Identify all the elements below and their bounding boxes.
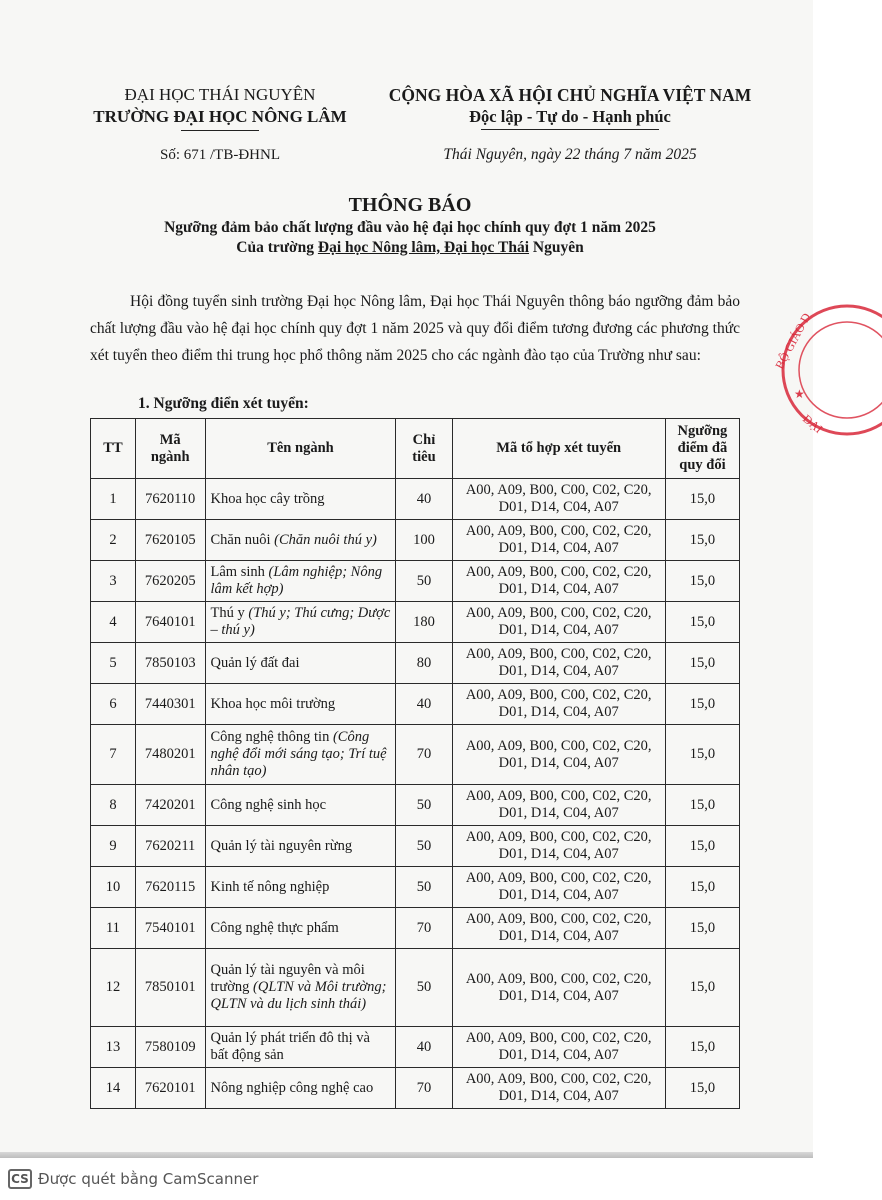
header-left-rule xyxy=(181,130,259,131)
major-specialization-text: (QLTN và Môi trường; QLTN và du lịch sinh thái) xyxy=(210,979,387,1012)
header-right-rule xyxy=(481,129,659,130)
header-right xyxy=(370,84,770,164)
subject-combination-cell: A00, A09, B00, C00, C02, C20, D01, D14, C04, A07 xyxy=(452,867,665,908)
table-header-row xyxy=(91,419,740,479)
header-major-code: Mã ngành xyxy=(135,419,205,479)
red-seal-stamp xyxy=(772,300,882,450)
threshold-cell: 15,0 xyxy=(665,867,739,908)
table-row xyxy=(91,684,740,725)
header-tt: TT xyxy=(91,419,136,479)
admission-threshold-table xyxy=(90,418,740,1109)
row-index: 4 xyxy=(91,602,136,643)
table-row xyxy=(91,826,740,867)
major-code-cell: 7640101 xyxy=(135,602,205,643)
major-name-text: Quản lý tài nguyên rừng xyxy=(210,837,353,854)
major-name-text: Khoa học cây trồng xyxy=(210,490,325,507)
row-index: 12 xyxy=(91,949,136,1027)
scanner-footer xyxy=(8,1166,258,1192)
quota-cell: 50 xyxy=(396,785,452,826)
quota-cell: 50 xyxy=(396,867,452,908)
major-specialization-text: (Công nghệ đổi mới sáng tạo; Trí tuệ nhân tạo) xyxy=(210,729,387,779)
major-code-cell: 7620110 xyxy=(135,479,205,520)
table-row xyxy=(91,602,740,643)
svg-text:BỘ GIÁO D: BỘ GIÁO D xyxy=(772,310,814,372)
major-name-text: Quản lý phát triển đô thị và bất động sản xyxy=(210,1030,370,1063)
threshold-cell: 15,0 xyxy=(665,479,739,520)
major-code-cell: 7480201 xyxy=(135,725,205,785)
table-row xyxy=(91,1027,740,1068)
subtitle-underlined: Đại học Nông lâm, Đại học Thái xyxy=(317,239,530,256)
table-row xyxy=(91,1068,740,1109)
subject-combination-cell: A00, A09, B00, C00, C02, C20, D01, D14, C04, A07 xyxy=(452,1027,665,1068)
table-row xyxy=(91,867,740,908)
quota-cell: 70 xyxy=(396,908,452,949)
major-name-text: Công nghệ sinh học xyxy=(210,796,327,813)
date-line: Thái Nguyên, ngày 22 tháng 7 năm 2025 xyxy=(443,146,697,163)
row-index: 3 xyxy=(91,561,136,602)
header-quota: Chỉ tiêu xyxy=(396,419,452,479)
row-index: 9 xyxy=(91,826,136,867)
table-row xyxy=(91,520,740,561)
row-index: 5 xyxy=(91,643,136,684)
threshold-cell: 15,0 xyxy=(665,1068,739,1109)
major-name-cell xyxy=(205,643,396,684)
threshold-cell: 15,0 xyxy=(665,684,739,725)
major-name-cell xyxy=(205,785,396,826)
row-index: 14 xyxy=(91,1068,136,1109)
subject-combination-cell: A00, A09, B00, C00, C02, C20, D01, D14, C04, A07 xyxy=(452,684,665,725)
major-name-cell xyxy=(205,561,396,602)
row-index: 13 xyxy=(91,1027,136,1068)
major-code-cell: 7620115 xyxy=(135,867,205,908)
row-index: 8 xyxy=(91,785,136,826)
document-title: THÔNG BÁO xyxy=(348,194,472,216)
major-name-cell xyxy=(205,725,396,785)
section-heading: 1. Ngưỡng điển xét tuyển: xyxy=(138,395,309,412)
parent-organization: ĐẠI HỌC THÁI NGUYÊN xyxy=(124,85,316,104)
major-code-cell: 7620105 xyxy=(135,520,205,561)
row-index: 11 xyxy=(91,908,136,949)
quota-cell: 80 xyxy=(396,643,452,684)
title-block xyxy=(60,192,760,258)
table-row xyxy=(91,725,740,785)
quota-cell: 50 xyxy=(396,561,452,602)
subject-combination-cell: A00, A09, B00, C00, C02, C20, D01, D14, C04, A07 xyxy=(452,826,665,867)
table-row xyxy=(91,908,740,949)
svg-text:★: ★ xyxy=(794,387,805,401)
major-name-text: Quản lý tài nguyên và môi trường xyxy=(210,962,365,995)
camscanner-logo-icon: CS xyxy=(8,1169,32,1189)
major-name-text: Công nghệ thông tin xyxy=(210,729,330,745)
major-code-cell: 7850103 xyxy=(135,643,205,684)
subtitle-suffix: Nguyên xyxy=(529,239,584,256)
major-name-text: Khoa học môi trường xyxy=(210,695,336,712)
major-name-text: Lâm sinh xyxy=(210,564,265,580)
row-index: 1 xyxy=(91,479,136,520)
major-name-cell xyxy=(205,949,396,1027)
intro-text: Hội đồng tuyển sinh trường Đại học Nông lâm, Đại học Thái Nguyên thông báo ngưỡng đảm bảo chất lượng đầu vào hệ đại học chính quy đợt 1 năm 2025 và quy đổi điểm tương đương các phương thức xét tuyển theo điểm thi trung học phổ thông năm 2025 cho các ngành đào tạo của Trường như sau: xyxy=(90,293,740,364)
svg-text:ĐẠI: ĐẠI xyxy=(800,411,826,437)
quota-cell: 70 xyxy=(396,1068,452,1109)
page-edge xyxy=(0,1152,813,1158)
major-name-cell xyxy=(205,908,396,949)
subject-combination-cell: A00, A09, B00, C00, C02, C20, D01, D14, C04, A07 xyxy=(452,725,665,785)
major-name-cell xyxy=(205,479,396,520)
major-code-cell: 7540101 xyxy=(135,908,205,949)
major-name-text: Thú y xyxy=(210,605,245,621)
quota-cell: 50 xyxy=(396,949,452,1027)
table-row xyxy=(91,785,740,826)
header-major-name: Tên ngành xyxy=(205,419,396,479)
document-subtitle-school xyxy=(60,238,760,258)
intro-paragraph xyxy=(90,288,740,369)
major-name-cell xyxy=(205,602,396,643)
quota-cell: 100 xyxy=(396,520,452,561)
major-code-cell: 7440301 xyxy=(135,684,205,725)
row-index: 6 xyxy=(91,684,136,725)
subject-combination-cell: A00, A09, B00, C00, C02, C20, D01, D14, C04, A07 xyxy=(452,561,665,602)
threshold-cell: 15,0 xyxy=(665,1027,739,1068)
major-specialization-text: (Chăn nuôi thú y) xyxy=(274,531,377,548)
threshold-cell: 15,0 xyxy=(665,561,739,602)
threshold-cell: 15,0 xyxy=(665,826,739,867)
quota-cell: 40 xyxy=(396,684,452,725)
major-specialization-text: (Lâm nghiệp; Nông lâm kết hợp) xyxy=(210,564,383,597)
table-row xyxy=(91,561,740,602)
major-name-text: Nông nghiệp công nghệ cao xyxy=(210,1079,374,1096)
major-name-text: Kinh tế nông nghiệp xyxy=(210,878,330,895)
major-name-cell xyxy=(205,684,396,725)
organization-name: TRƯỜNG ĐẠI HỌC NÔNG LÂM xyxy=(93,107,347,126)
major-code-cell: 7620205 xyxy=(135,561,205,602)
major-name-cell xyxy=(205,867,396,908)
major-name-cell xyxy=(205,520,396,561)
subject-combination-cell: A00, A09, B00, C00, C02, C20, D01, D14, C04, A07 xyxy=(452,602,665,643)
major-specialization-text: (Thú y; Thú cưng; Dược – thú y) xyxy=(210,605,391,638)
threshold-cell: 15,0 xyxy=(665,725,739,785)
subtitle-prefix: Của trường xyxy=(236,239,318,256)
major-code-cell: 7850101 xyxy=(135,949,205,1027)
major-name-text: Quản lý đất đai xyxy=(210,654,300,671)
row-index: 10 xyxy=(91,867,136,908)
scanner-watermark-text: Được quét bằng CamScanner xyxy=(38,1170,259,1188)
threshold-cell: 15,0 xyxy=(665,520,739,561)
table-row xyxy=(91,949,740,1027)
subject-combination-cell: A00, A09, B00, C00, C02, C20, D01, D14, C04, A07 xyxy=(452,520,665,561)
header-threshold: Ngưỡng điểm đã quy đổi xyxy=(665,419,739,479)
major-name-text: Công nghệ thực phẩm xyxy=(210,919,339,936)
threshold-cell: 15,0 xyxy=(665,602,739,643)
quota-cell: 40 xyxy=(396,1027,452,1068)
threshold-cell: 15,0 xyxy=(665,785,739,826)
header-subject-combination: Mã tổ hợp xét tuyển xyxy=(452,419,665,479)
major-code-cell: 7420201 xyxy=(135,785,205,826)
table-body xyxy=(91,479,740,1109)
subject-combination-cell: A00, A09, B00, C00, C02, C20, D01, D14, C04, A07 xyxy=(452,1068,665,1109)
row-index: 7 xyxy=(91,725,136,785)
major-name-text: Chăn nuôi xyxy=(210,531,271,548)
major-name-cell xyxy=(205,1027,396,1068)
major-code-cell: 7620101 xyxy=(135,1068,205,1109)
threshold-cell: 15,0 xyxy=(665,949,739,1027)
subject-combination-cell: A00, A09, B00, C00, C02, C20, D01, D14, C04, A07 xyxy=(452,479,665,520)
quota-cell: 40 xyxy=(396,479,452,520)
quota-cell: 70 xyxy=(396,725,452,785)
document-subtitle: Ngưỡng đảm bảo chất lượng đầu vào hệ đại học chính quy đợt 1 năm 2025 xyxy=(164,219,656,236)
header-left xyxy=(70,84,370,164)
major-name-cell xyxy=(205,826,396,867)
subject-combination-cell: A00, A09, B00, C00, C02, C20, D01, D14, C04, A07 xyxy=(452,643,665,684)
threshold-cell: 15,0 xyxy=(665,908,739,949)
subject-combination-cell: A00, A09, B00, C00, C02, C20, D01, D14, C04, A07 xyxy=(452,908,665,949)
nation-name: CỘNG HÒA XÃ HỘI CHỦ NGHĨA VIỆT NAM xyxy=(388,85,752,105)
table-row xyxy=(91,643,740,684)
major-code-cell: 7620211 xyxy=(135,826,205,867)
major-name-cell xyxy=(205,1068,396,1109)
subject-combination-cell: A00, A09, B00, C00, C02, C20, D01, D14, C04, A07 xyxy=(452,785,665,826)
quota-cell: 50 xyxy=(396,826,452,867)
major-code-cell: 7580109 xyxy=(135,1027,205,1068)
threshold-cell: 15,0 xyxy=(665,643,739,684)
document-number: Số: 671 /TB-ĐHNL xyxy=(160,147,280,163)
row-index: 2 xyxy=(91,520,136,561)
table-row xyxy=(91,479,740,520)
subject-combination-cell: A00, A09, B00, C00, C02, C20, D01, D14, C04, A07 xyxy=(452,949,665,1027)
national-motto: Độc lập - Tự do - Hạnh phúc xyxy=(469,107,671,126)
quota-cell: 180 xyxy=(396,602,452,643)
